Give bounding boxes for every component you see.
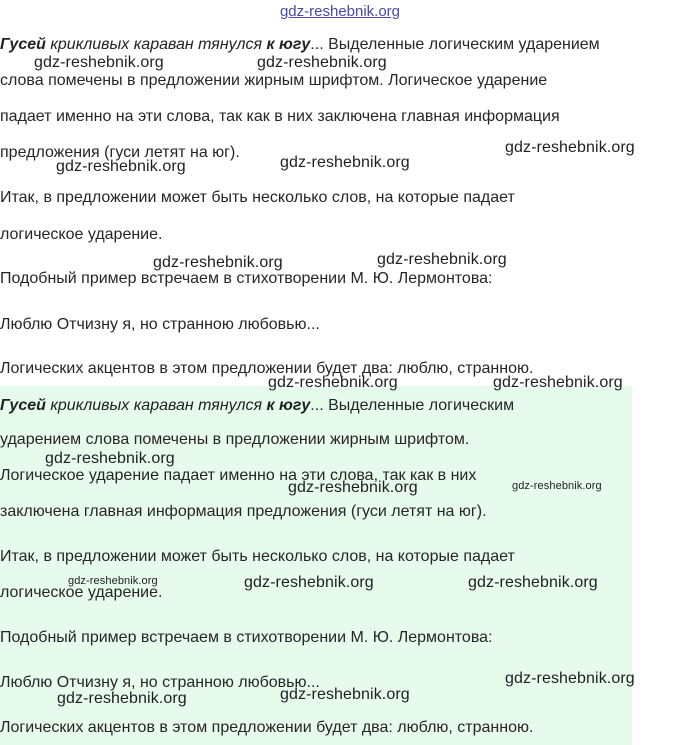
s2-line-3: Логическое ударение падает именно на эти слова, так как в них bbox=[0, 467, 477, 484]
watermark: gdz-reshebnik.org bbox=[468, 574, 598, 591]
s1-line-4: предложения (гуси летят на юг). bbox=[0, 144, 240, 161]
watermark: gdz-reshebnik.org bbox=[505, 670, 635, 687]
s2-line-2: ударением слова помечены в предложении жирным шрифтом. bbox=[0, 431, 470, 448]
watermark: gdz-reshebnik.org bbox=[257, 54, 387, 71]
watermark: gdz-reshebnik.org bbox=[153, 254, 283, 271]
s2-line-9: Логических акцентов в этом предложении будет два: люблю, странною. bbox=[0, 719, 534, 736]
site-link[interactable]: gdz-reshebnik.org bbox=[279, 3, 401, 20]
s1-line-3: падает именно на эти слова, так как в них заключена главная информация bbox=[0, 108, 560, 125]
watermark: gdz-reshebnik.org bbox=[512, 480, 602, 492]
s2-line-7: Подобный пример встречаем в стихотворении М. Ю. Лермонтова: bbox=[0, 629, 493, 646]
watermark: gdz-reshebnik.org bbox=[45, 450, 175, 467]
s2-line-1 bbox=[0, 395, 514, 417]
s1-line-6: логическое ударение. bbox=[0, 226, 163, 243]
s2-line-6: логическое ударение. bbox=[0, 584, 163, 601]
s1-intro-rest: ... Выделенные логическим ударением bbox=[310, 36, 600, 53]
s2-line-4: заключена главная информация предложения (гуси летят на юг). bbox=[0, 503, 487, 520]
s1-line-9: Логических акцентов в этом предложении будет два: люблю, странною. bbox=[0, 360, 534, 377]
watermark: gdz-reshebnik.org bbox=[244, 574, 374, 591]
watermark: gdz-reshebnik.org bbox=[493, 374, 623, 391]
s2-intro-rest: ... Выделенные логическим bbox=[310, 397, 515, 414]
watermark: gdz-reshebnik.org bbox=[57, 690, 187, 707]
watermark: gdz-reshebnik.org bbox=[280, 686, 410, 703]
s2-bold-word: Гусей bbox=[0, 397, 46, 414]
s2-italic-phrase: крикливых караван тянулся bbox=[45, 397, 267, 414]
s1-line-2: слова помечены в предложении жирным шрифтом. Логическое ударение bbox=[0, 72, 548, 89]
watermark: gdz-reshebnik.org bbox=[68, 575, 158, 587]
watermark: gdz-reshebnik.org bbox=[56, 158, 186, 175]
s2-line-8: Люблю Отчизну я, но странною любовью... bbox=[0, 674, 320, 691]
watermark: gdz-reshebnik.org bbox=[34, 54, 164, 71]
watermark: gdz-reshebnik.org bbox=[505, 139, 635, 156]
s1-italic-phrase: крикливых караван тянулся bbox=[45, 36, 267, 53]
s1-line-7: Подобный пример встречаем в стихотворении М. Ю. Лермонтова: bbox=[0, 270, 493, 287]
s2-bold-phrase: к югу bbox=[266, 397, 311, 414]
watermark: gdz-reshebnik.org bbox=[268, 374, 398, 391]
s1-line-8: Люблю Отчизну я, но странною любовью... bbox=[0, 316, 320, 333]
watermark: gdz-reshebnik.org bbox=[377, 251, 507, 268]
s1-line-5: Итак, в предложении может быть несколько слов, на которые падает bbox=[0, 189, 515, 206]
s2-line-5: Итак, в предложении может быть несколько слов, на которые падает bbox=[0, 548, 515, 565]
s1-line-1 bbox=[0, 34, 600, 56]
s1-bold-word: Гусей bbox=[0, 36, 46, 53]
watermark: gdz-reshebnik.org bbox=[280, 154, 410, 171]
watermark: gdz-reshebnik.org bbox=[288, 479, 418, 496]
s1-bold-phrase: к югу bbox=[266, 36, 311, 53]
